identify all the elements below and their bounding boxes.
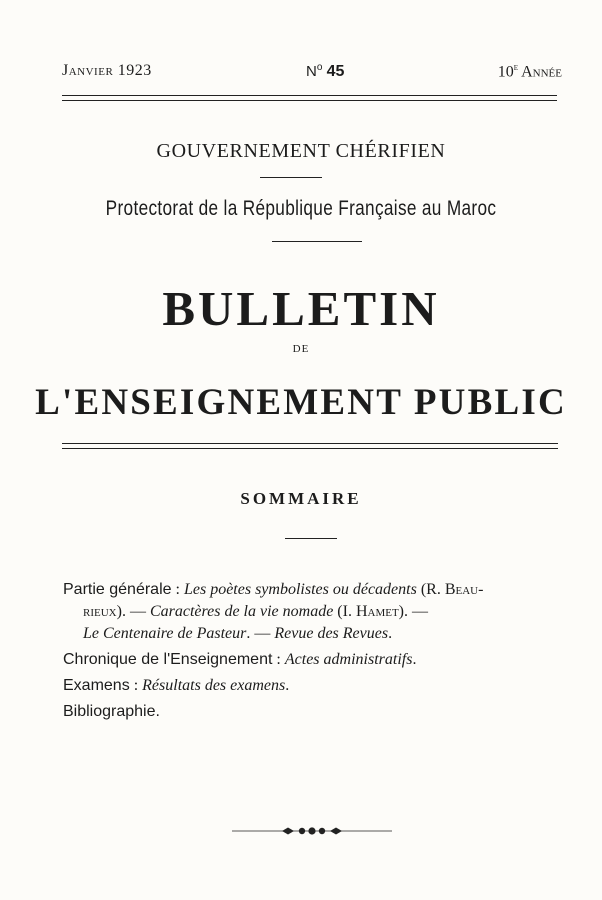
title-connector: DE bbox=[292, 343, 310, 355]
masthead-rule bbox=[62, 443, 558, 449]
toc-entry-partie-generale: Partie générale : Les poètes symbolistes ou décadents (R. Beau- rieux). — Caractères de la vie nomade (I. Hamet). — Le Centenaire de Pasteur. — Revue des Revues. bbox=[63, 581, 484, 642]
header-rule bbox=[62, 95, 557, 101]
separator-rule bbox=[285, 538, 337, 539]
government-title: GOUVERNEMENT CHÉRIFIEN bbox=[156, 140, 446, 162]
issue-number: $N^o$ 45 bbox=[306, 62, 345, 80]
separator-rule bbox=[260, 177, 322, 178]
protectorate-title: Protectorat de la République Française au Maroc bbox=[105, 197, 497, 220]
bulletin-title: BULLETIN bbox=[162, 281, 440, 336]
ornament-divider-icon bbox=[232, 826, 392, 836]
enseignement-title: L'ENSEIGNEMENT PUBLIC bbox=[35, 382, 567, 423]
running-header bbox=[62, 62, 562, 84]
issue-date: Janvier 1923 bbox=[62, 62, 152, 79]
publication-year: 10e Année bbox=[497, 62, 562, 81]
separator-rule bbox=[272, 241, 362, 242]
toc-entry-chronique: Chronique de l'Enseignement : Actes administratifs. bbox=[63, 651, 417, 668]
sommaire-list bbox=[63, 579, 563, 723]
toc-entry-bibliographie: Bibliographie. bbox=[63, 703, 160, 720]
sommaire-title: SOMMAIRE bbox=[240, 489, 362, 508]
toc-entry-examens: Examens : Résultats des examens. bbox=[63, 677, 290, 694]
